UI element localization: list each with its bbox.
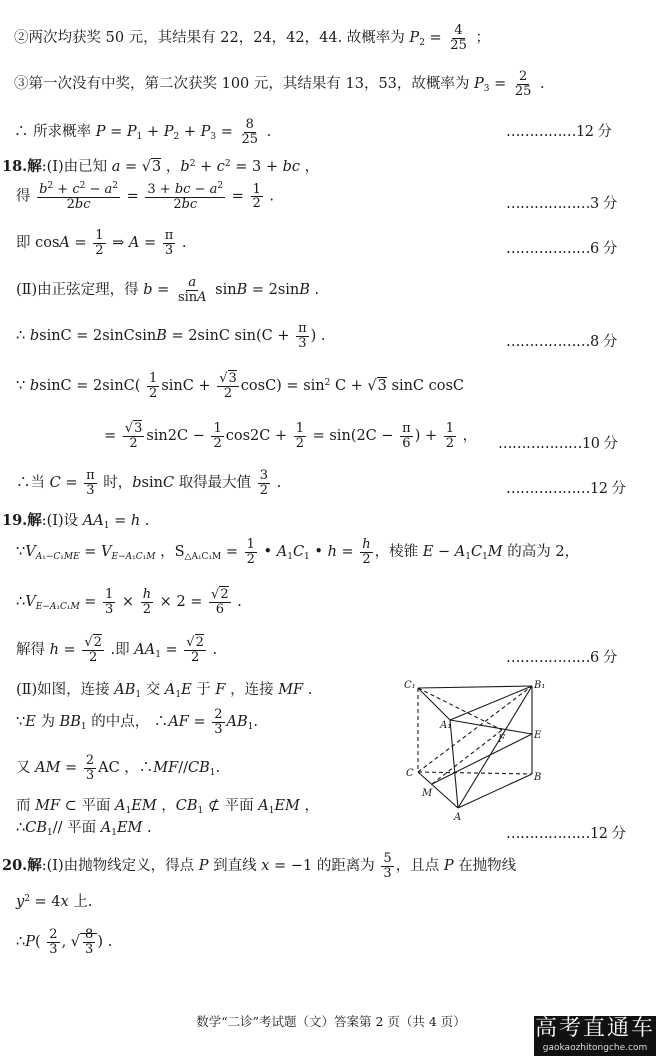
label-c: C	[406, 768, 414, 779]
prism-figure	[402, 672, 552, 822]
label-c1: C₁	[404, 680, 416, 691]
q19-line-9: $\therefore CB_1//$ 平面 $A_1EM$ . ………………12 分	[16, 820, 626, 842]
q19-line-5: (Ⅱ)如图，连接 $AB_1$ 交 $A_1E$ 于 F ，连接 MF .	[16, 682, 313, 700]
watermark-url: gaokaozhitongche.com	[542, 1043, 648, 1053]
q20-line-3: ∴P( $\frac{2}{3}$ , √ $\frac{8}{3}$ ) .	[16, 927, 113, 957]
label-e: E	[534, 730, 542, 741]
q19-line-4: 解得 h = $\frac{√2}{2}$ .即 $AA_1$ = $\frac{√2}{2}$ . ………………6 分	[16, 635, 617, 666]
q20-line-1: 20.解:(Ⅰ)由抛物线定义，得点 P 到直线 x = −1 的距离为 $\frac{5}{3}$ ，且点 P 在抛物线	[2, 851, 517, 881]
watermark-title: 高考直通车	[534, 1016, 655, 1041]
score-label: 12 分	[576, 124, 612, 140]
page-footer: 数学“二诊”考试题（文）答案第 2 页（共 4 页）	[196, 1014, 466, 1029]
q19-line-6: ∵E 为 $BB_1$ 的中点， ∴AF = $\frac{2}{3}$ $AB_1$.	[16, 707, 258, 737]
q18-line-4: (Ⅱ)由正弦定理，得 b = $\frac{a}{\sin A}$ sinB = 2sinB .	[16, 275, 320, 305]
q18-line-2: 得 $\frac{b^2 + c^2 - a^2}{2bc}$ = $\frac{3 + bc - a^2}{2bc}$ = $\frac{1}{2}$ . ………………3 分	[16, 181, 617, 212]
q19-line-3: $\therefore V_{E-A_1C_1M}$ = $\frac{1}{3}$ × $\frac{h}{2}$ × 2 = $\frac{√2}{6}$ .	[16, 587, 242, 617]
q19-line-2: $\because V_{A_1-C_1ME} = V_{E-A_1C_1M}$ ，$S_{\triangle A_1C_1M}$ = $\frac{1}{2}$ • $A_1C_1$ • h = $\frac{h}{2}$ ，棱锥 $E - A_1C_1M$ 的高为 2，	[16, 537, 580, 567]
line-prob-3: ③第一次没有中奖，第二次获奖 100 元，其结果有 13，53，故概率为 $P_3$ = $\frac{2}{25}$ .	[14, 69, 545, 99]
label-m: M	[422, 788, 433, 799]
q19-line-7: 又 AM = $\frac{2}{3}$ AC ，$\therefore MF//CB_1$.	[16, 753, 221, 783]
label-b: B	[534, 772, 542, 783]
line-prob-2: ②两次均获奖 50 元，其结果有 22，24，42，44. 故概率为 $P_2$ = $\frac{4}{25}$ ；	[14, 23, 490, 53]
q18-line-8: ∴当 C = $\frac{\pi}{3}$ 时，bsinC 取得最大值 $\frac{3}{2}$ . ………………12 分	[16, 468, 626, 498]
q19-line-8: 而 MF ⊂ 平面 $A_1EM$ ，$CB_1$ ⊄ 平面 $A_1EM$ ，	[16, 798, 320, 816]
label-a1: A₁	[440, 720, 452, 731]
q19-line-1: 19.解:(Ⅰ)设 $AA_1 = h$ .	[2, 512, 150, 531]
q18-line-1: 18.解:(Ⅰ)由已知 a = √3 ，$b^2 + c^2 = 3$ + bc ，	[2, 158, 320, 175]
q18-line-7: = $\frac{√3}{2}$ sin2C − $\frac{1}{2}$ cos2C + $\frac{1}{2}$ = sin(2C − $\frac{\pi}{6}$ ) + $\frac{1}{2}$ ， ………………10 分	[104, 421, 618, 452]
label-b1: B₁	[534, 680, 546, 691]
line-total-prob: ∴ 所求概率 $P = P_1 + P_2 + P_3$ = $\frac{8}{25}$ . ……………12 分	[14, 117, 612, 147]
label-a: A	[454, 812, 462, 822]
watermark-logo	[534, 1016, 656, 1056]
q18-line-5: ∴ bsinC = 2sinCsinB = 2sinC sin(C + $\frac{\pi}{3}$ ) . ………………8 分	[16, 321, 617, 351]
q20-line-2: $y^2 = 4x$ 上.	[16, 894, 93, 910]
q18-line-3: 即 cosA = $\frac{1}{2}$ ⇒ A = $\frac{\pi}{3}$ . ………………6 分	[16, 228, 617, 258]
label-f: F	[498, 734, 505, 745]
q18-line-6: ∵ bsinC = 2sinC( $\frac{1}{2}$ sinC + $\frac{√3}{2}$ $\cos C) = \sin^2 C + √3$ sinC cosC	[16, 371, 465, 401]
